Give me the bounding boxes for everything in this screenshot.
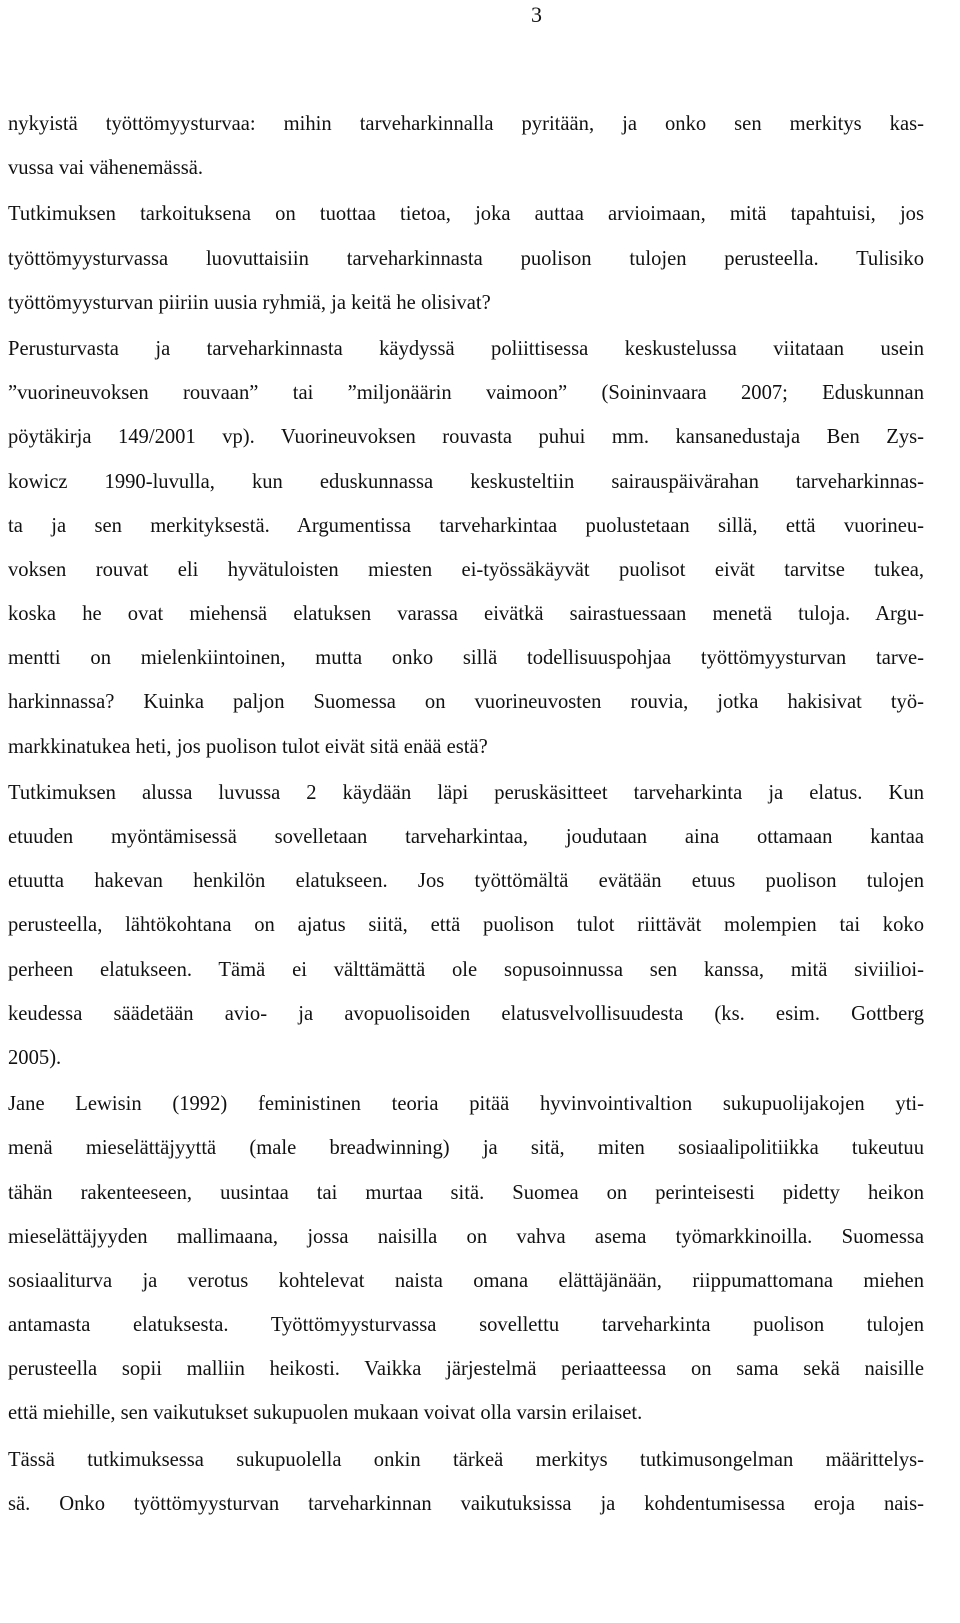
text-line: työttömyysturvan piiriin uusia ryhmiä, ja keitä he olisivat? [8,291,491,314]
text-line: ta ja sen merkityksestä. Argumentissa tarveharkintaa puolustetaan sillä, että vuorineu- [8,514,924,537]
text-line: harkinnassa? Kuinka paljon Suomessa on vuorineuvosten rouvia, jotka hakisivat työ- [8,691,924,714]
text-line: mieselättäjyyden mallimaana, jossa naisilla on vahva asema työmarkkinoilla. Suomessa [8,1225,924,1248]
text-line: työttömyysturvassa luovuttaisiin tarveharkinnasta puolison tulojen perusteella. Tulisiko [8,247,924,270]
paragraph [8,192,924,325]
text-line: Tässä tutkimuksessa sukupuolella onkin tärkeä merkitys tutkimusongelman määrittelys- [8,1448,924,1471]
text-line: etuutta hakevan henkilön elatukseen. Jos työttömältä evätään etuus puolison tulojen [8,870,924,893]
text-line: mentti on mielenkiintoinen, mutta onko sillä todellisuuspohjaa työttömyysturvan tarve- [8,647,924,670]
text-line: perusteella, lähtökohtana on ajatus siitä, että puolison tulot riittävät molempien tai koko [8,914,924,937]
text-line: vussa vai vähenemässä. [8,157,204,180]
paragraph [8,1082,924,1436]
text-line: pöytäkirja 149/2001 vp). Vuorineuvoksen rouvasta puhui mm. kansanedustaja Ben Zys- [8,426,924,449]
text-line: etuuden myöntämisessä sovelletaan tarveharkintaa, joudutaan aina ottamaan kantaa [8,826,924,848]
text-line: sä. Onko työttömyysturvan tarveharkinnan vaikutuksissa ja kohdentumisessa eroja nais- [8,1492,924,1515]
paragraph [8,102,924,190]
text-line: perusteella sopii malliin heikosti. Vaikka järjestelmä periaatteessa on sama sekä naisille [8,1358,924,1381]
document-body [8,102,924,1528]
page-number: 3 [531,2,542,27]
text-line: keudessa säädetään avio- ja avopuolisoiden elatusvelvollisuudesta (ks. esim. Gottberg [8,1002,924,1025]
text-line: sosiaaliturva ja verotus kohtelevat naista omana elättäjänään, riippumattomana miehen [8,1269,924,1292]
paragraph [8,327,924,769]
text-line: kowicz 1990-luvulla, kun eduskunnassa keskusteltiin sairauspäivärahan tarveharkinnas- [8,470,924,493]
text-line: nykyistä työttömyysturvaa: mihin tarveharkinnalla pyritään, ja onko sen merkitys kas- [8,113,924,135]
text-line: 2005). [8,1046,62,1069]
text-line: Jane Lewisin (1992) feministinen teoria pitää hyvinvointivaltion sukupuolijakojen yti- [8,1093,924,1116]
text-line: markkinatukea heti, jos puolison tulot eivät sitä enää estä? [8,735,488,758]
text-line: Tutkimuksen tarkoituksena on tuottaa tietoa, joka auttaa arvioimaan, mitä tapahtuisi, jos [8,203,924,226]
text-line: ”vuorineuvoksen rouvaan” tai ”miljonäärin vaimoon” (Soininvaara 2007; Eduskunnan [8,382,924,405]
text-line: tähän rakenteeseen, uusintaa tai murtaa sitä. Suomea on perinteisesti pidetty heikon [8,1181,924,1204]
paragraph [8,1438,924,1526]
text-line: voksen rouvat eli hyvätuloisten miesten ei-työssäkäyvät puolisot eivät tarvitse tukea, [8,558,924,581]
text-line: menä mieselättäjyyttä (male breadwinning) ja sitä, miten sosiaalipolitiikka tukeutuu [8,1137,924,1160]
text-line: perheen elatukseen. Tämä ei välttämättä ole sopusoinnussa sen kanssa, mitä siviilioi- [8,958,924,981]
text-line: antamasta elatuksesta. Työttömyysturvassa sovellettu tarveharkinta puolison tulojen [8,1314,924,1337]
text-line: Tutkimuksen alussa luvussa 2 käydään läpi peruskäsitteet tarveharkinta ja elatus. Kun [8,781,924,804]
text-line: Perusturvasta ja tarveharkinnasta käydyssä poliittisessa keskustelussa viitataan usein [8,337,924,360]
text-line: että miehille, sen vaikutukset sukupuolen mukaan voivat olla varsin erilaiset. [8,1402,643,1425]
paragraph [8,771,924,1080]
text-line: koska he ovat miehensä elatuksen varassa eivätkä sairastuessaan menetä tuloja. Argu- [8,603,924,626]
